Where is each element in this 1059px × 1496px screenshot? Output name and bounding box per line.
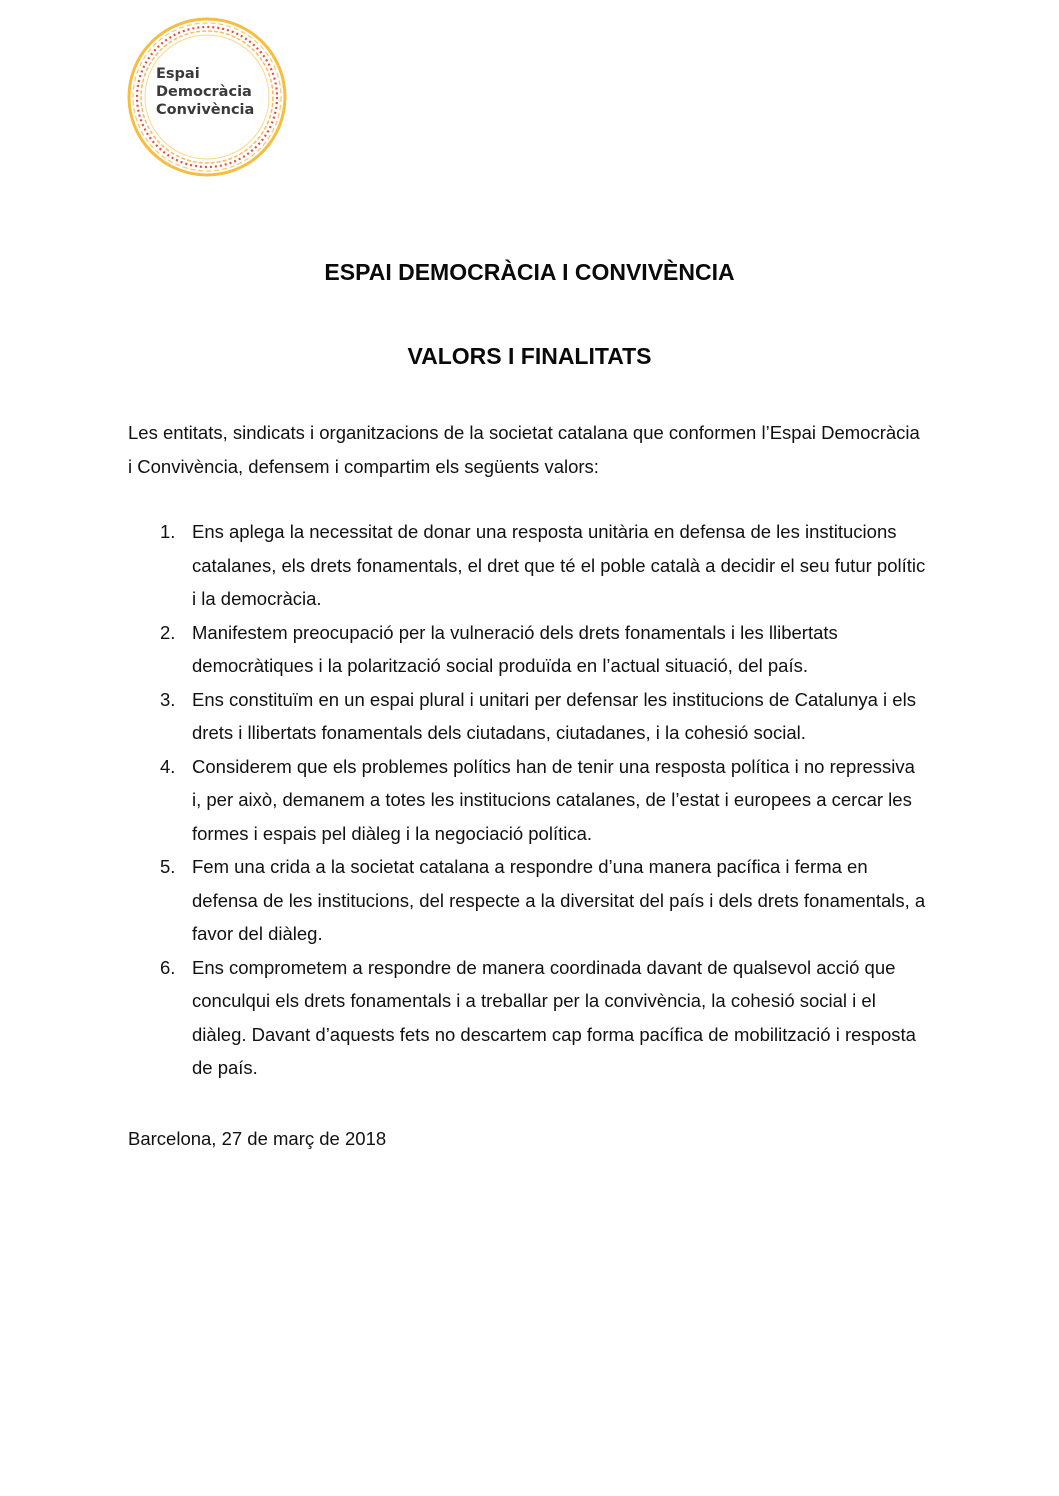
list-item [128,515,928,616]
logo [126,17,288,177]
list-item [128,750,928,851]
list-item-text: Manifestem preocupació per la vulneració dels drets fonamentals i les llibertats democràtiques i la polarització social produïda en l’actual situació, del país. [192,621,838,676]
closing-date: Barcelona, 27 de març de 2018 [128,1128,387,1149]
list-item-number: 2. [160,621,176,643]
intro-paragraph: Les entitats, sindicats i organitzacions de la societat catalana que conformen l’Espai Democràcia i Convivència, defensem i compartim els següents valors: [128,422,920,477]
logo-text [156,65,254,119]
list-item [128,616,928,683]
list-item-number: 3. [160,688,176,710]
list-item [128,951,928,1085]
list-item-number: 5. [160,856,176,877]
logo-line-1: Espai [156,66,200,82]
list-item-number: 4. [160,755,176,777]
logo-line-2: Democràcia [156,84,252,100]
logo-line-3: Convivència [156,102,255,118]
list-item [128,683,928,750]
list-item-text: Ens comprometem a respondre de manera coordinada davant de qualsevol acció que conculqui els drets fonamentals i a treballar per la convivència, la cohesió social i el diàleg. Davant d’aquests fets no descartem cap forma pacífica de mobilització i resposta de país. [192,956,916,1078]
list-item-text: Ens constituïm en un espai plural i unitari per defensar les institucions de Catalunya i els drets i llibertats fonamentals dels ciutadans, ciutadanes, i la cohesió social. [192,688,916,743]
list-item-text: Fem una crida a la societat catalana a respondre d’una manera pacífica i ferma en defensa de les institucions, del respecte a la diversitat del país i dels drets fonamentals, a favor del diàleg. [192,856,926,944]
list-item-number: 1. [160,521,176,542]
list-item-number: 6. [160,956,176,978]
list-item [128,850,928,951]
values-list [128,515,928,1085]
document-subtitle: VALORS I FINALITATS [407,343,652,369]
list-item-text: Considerem que els problemes polítics han de tenir una resposta política i no repressiva i, per això, demanem a totes les institucions catalanes, de l’estat i europees a cercar les formes i espais pel diàleg i la negociació política. [192,755,915,844]
list-item-text: Ens aplega la necessitat de donar una resposta unitària en defensa de les institucions catalanes, els drets fonamentals, el dret que té el poble català a decidir el seu futur polític i la democràcia. [192,521,926,609]
document-title: ESPAI DEMOCRÀCIA I CONVIVÈNCIA [324,259,735,285]
